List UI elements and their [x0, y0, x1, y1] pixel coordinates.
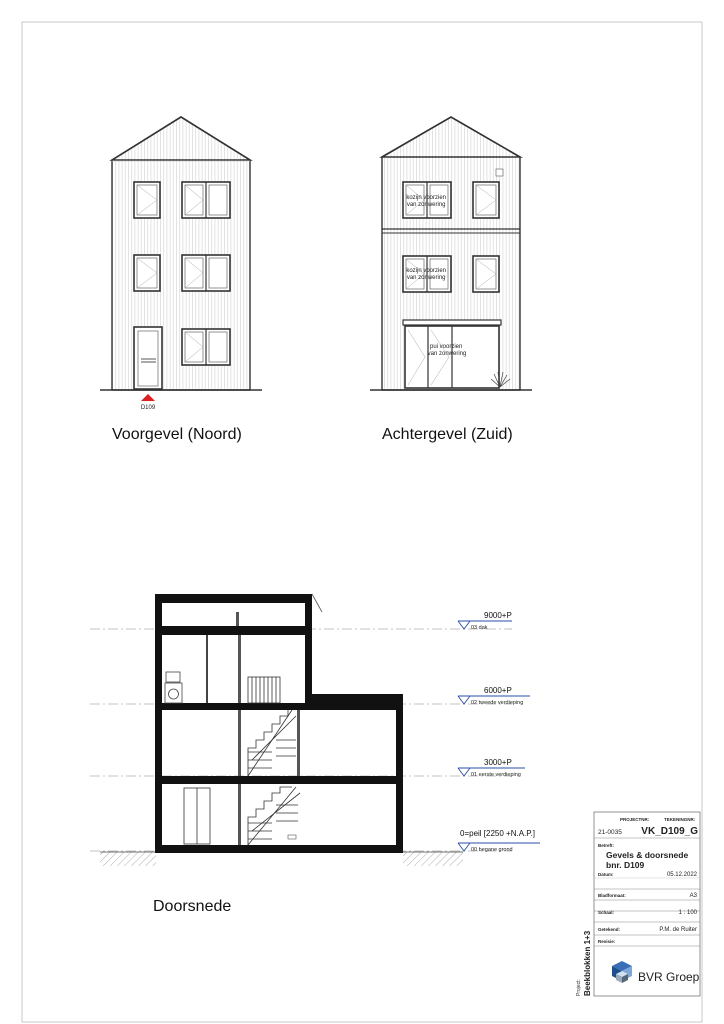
level-name-3: 00 begane grond [471, 847, 513, 853]
tb-tekeningnr-label: TEKENINGNR: [664, 817, 696, 822]
tb-projectnr: 21-0035 [598, 829, 622, 836]
tb-datum-label: Datum: [598, 872, 614, 877]
tb-project-label: Project: [576, 979, 582, 996]
cross-section [90, 594, 540, 866]
tb-betreft-line2: bnr. D109 [606, 860, 645, 870]
front-door [134, 327, 162, 389]
front-elevation-caption: Voorgevel (Noord) [112, 426, 242, 443]
rear-note-3-line-1: pui voorzien [429, 344, 463, 350]
tb-projectnr-label: PROJECTNR: [620, 817, 650, 822]
tb-getekend: P.M. de Ruiter [659, 927, 697, 933]
rear-elevation-caption: Achtergevel (Zuid) [382, 426, 513, 443]
tb-project-name: Beekblokken 1+3 [583, 930, 592, 996]
tb-schaal-label: Schaal: [598, 910, 615, 915]
svg-text:03 dak 02 tweede verdiepin [471, 625, 525, 853]
entrance-marker-icon [141, 394, 155, 401]
rear-note-1-line-1: kozijn voorzien [406, 195, 447, 201]
unit-label: D109 [140, 405, 156, 411]
tb-betreft-line1: Gevels & doorsnede [606, 850, 689, 860]
rear-note-3-line-2: van zonwering [427, 351, 467, 357]
level-value-3: 0=peil [2250 +N.A.P.] [460, 829, 536, 838]
tb-getekend-label: Getekend: [598, 927, 621, 932]
rear-note-2-line-1: kozijn voorzien [406, 268, 447, 274]
title-block [594, 812, 700, 996]
vent-icon [496, 169, 503, 176]
level-value-0: 9000+P [484, 611, 512, 620]
svg-text:9000+P 6000+P 3000+P [460, 611, 535, 838]
level-name-1: 02 tweede verdieping [471, 700, 524, 706]
tb-schaal: 1 : 100 [678, 910, 697, 916]
tb-revisie-label: Revisie: [598, 939, 616, 944]
tb-datum: 05.12.2022 [666, 872, 697, 878]
tb-tekeningnr: VK_D109_G [641, 826, 698, 837]
rear-note-1-line-2: van zonwering [406, 202, 446, 208]
front-elevation [100, 117, 262, 401]
rear-note-2-line-2: van zonwering [406, 275, 446, 281]
tb-bladformaat: A3 [689, 893, 697, 899]
washing-machine-icon [165, 672, 182, 703]
tb-company: BVR Groep [638, 970, 700, 984]
level-name-2: 01 eerste verdieping [471, 772, 521, 778]
level-name-0: 03 dak [471, 625, 488, 631]
rear-patio-door [405, 326, 499, 388]
tb-betreft-label: Betreft: [598, 843, 615, 848]
level-value-1: 6000+P [484, 686, 512, 695]
tb-bladformaat-label: Bladformaat: [598, 893, 626, 898]
level-value-2: 3000+P [484, 758, 512, 767]
section-caption: Doorsnede [153, 898, 232, 915]
